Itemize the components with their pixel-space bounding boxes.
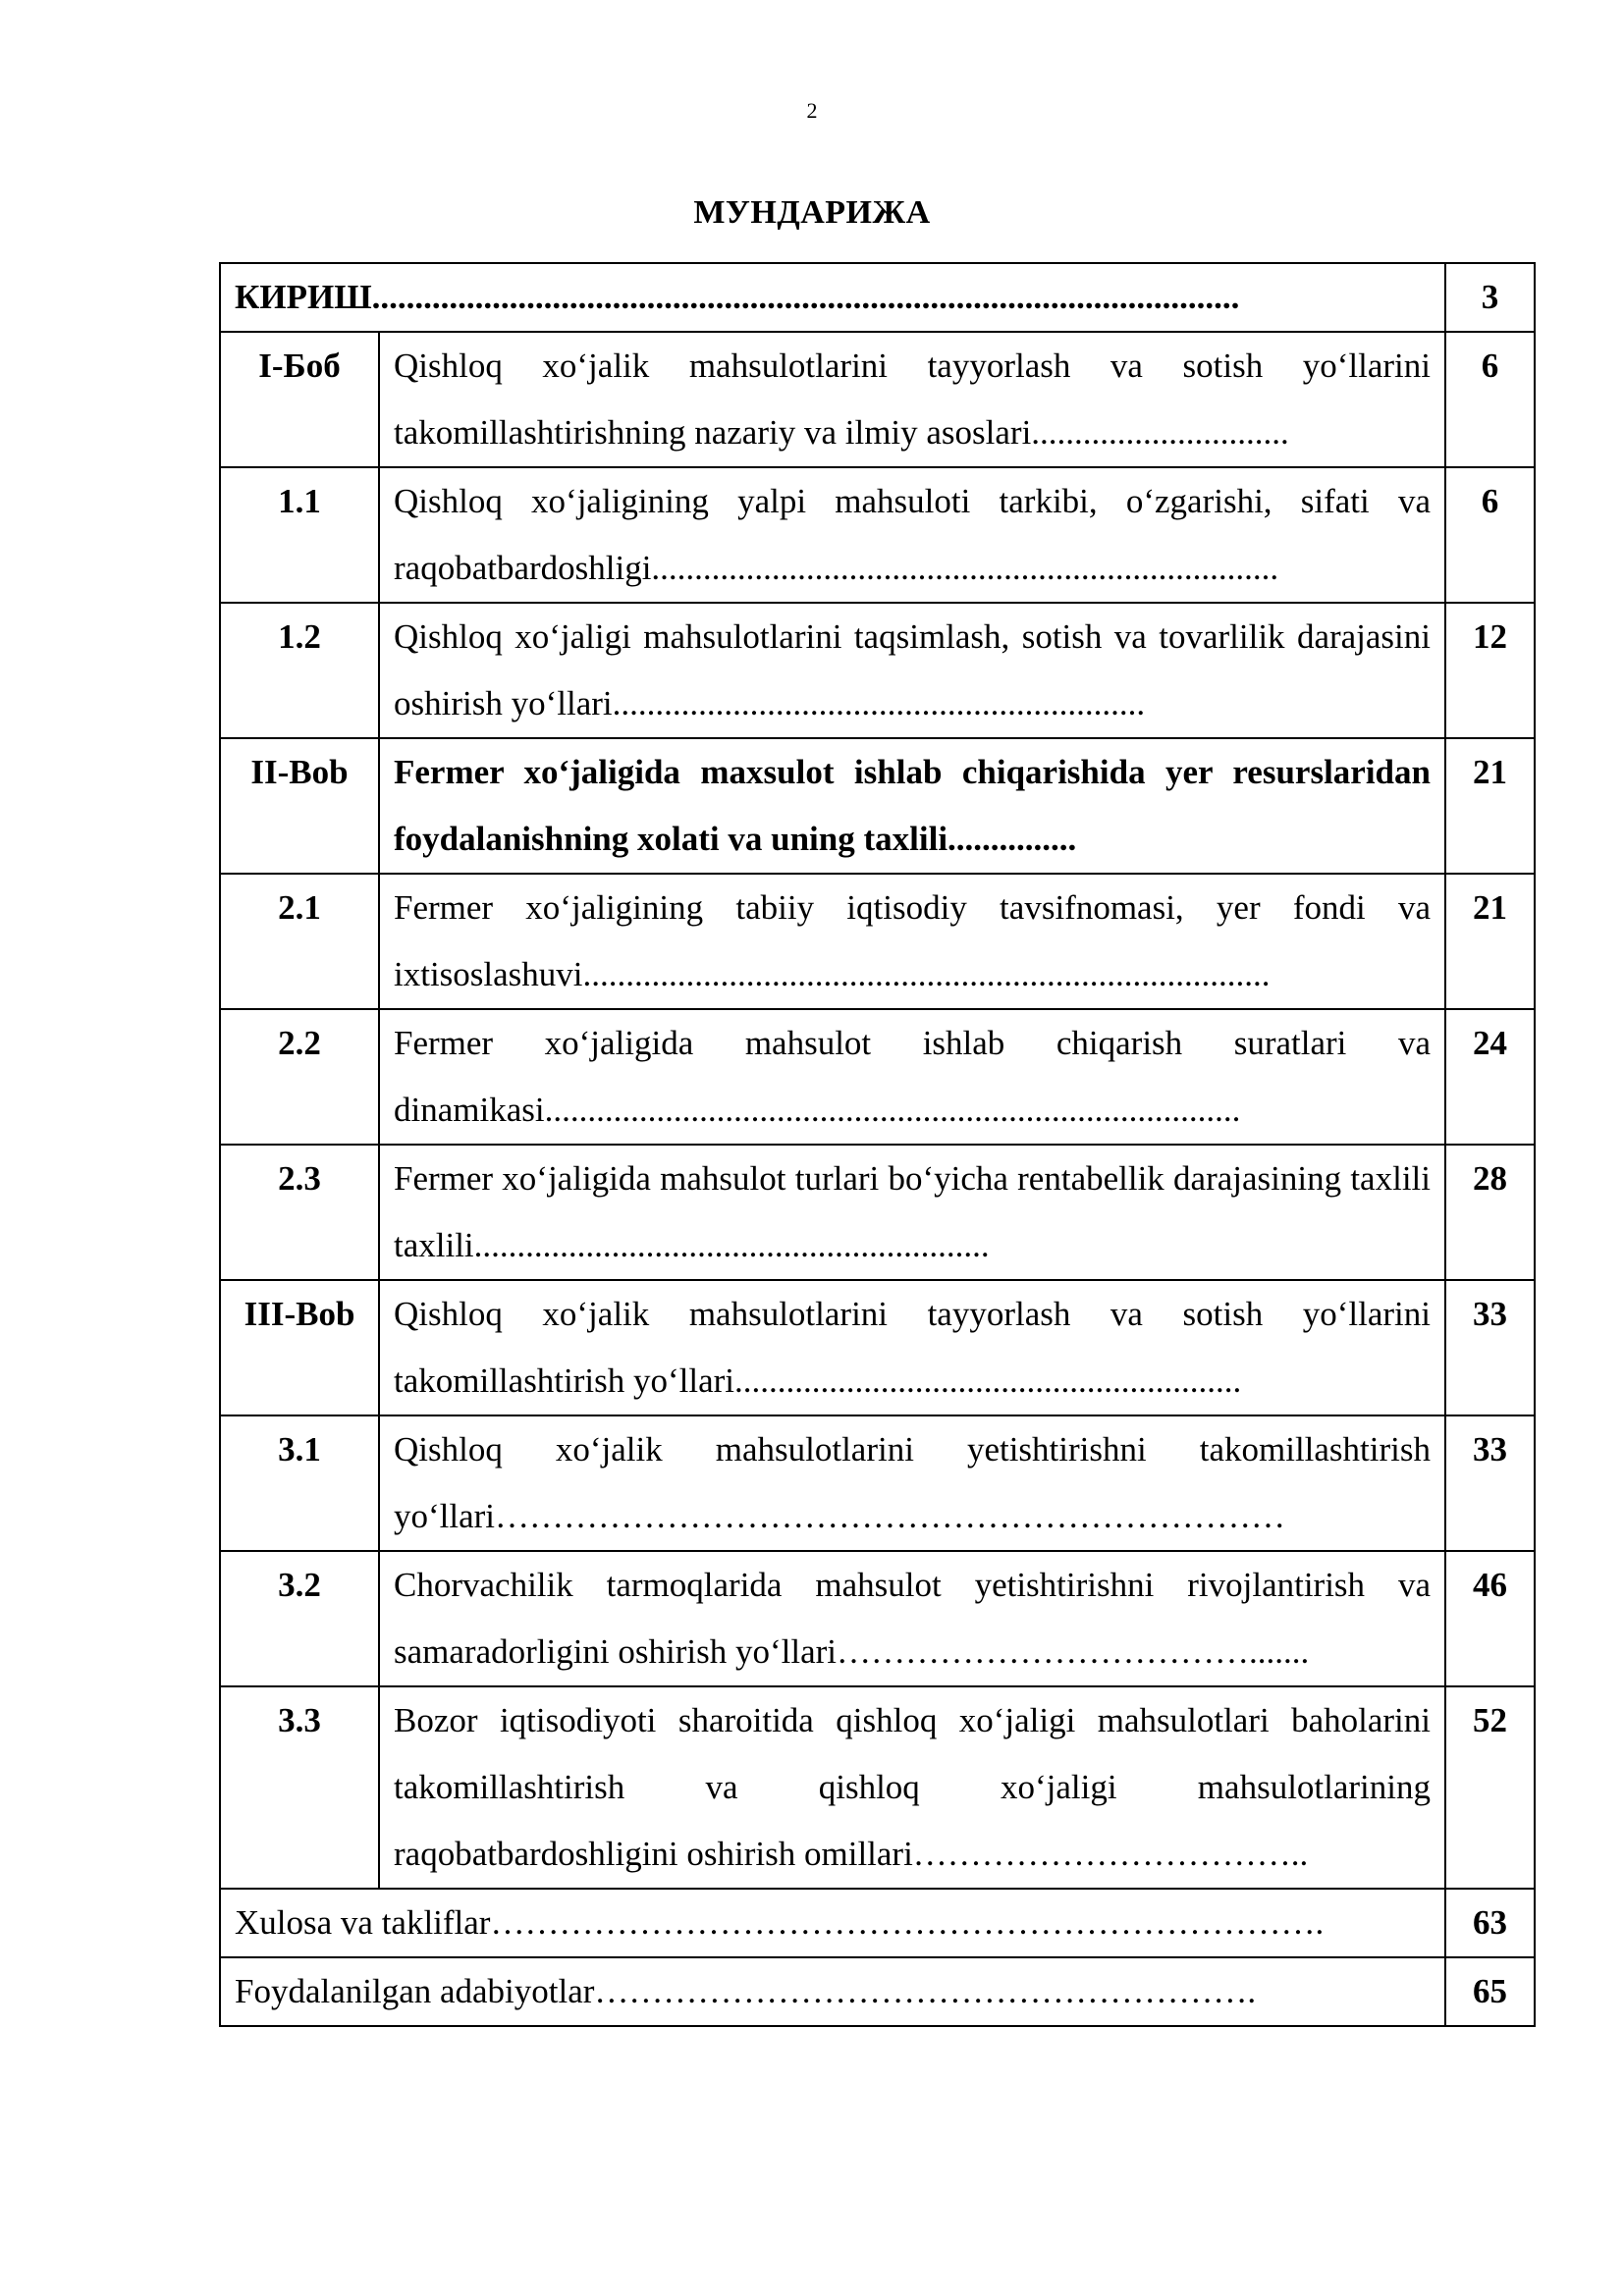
toc-entry-title: Chorvachilik tarmoqlarida mahsulot yetishtirishni rivojlantirish va samaradorligini oshirish yo‘llari………………………………....... <box>379 1551 1445 1686</box>
toc-entry-title: Qishloq xo‘jalik mahsulotlarini yetishtirishni takomillashtirish yo‘llari…………………………………………………………… <box>379 1415 1445 1551</box>
toc-entry-page: 12 <box>1445 603 1535 738</box>
toc-references-row <box>220 1957 1535 2026</box>
toc-entry-number: 2.3 <box>220 1145 379 1280</box>
page-title: МУНДАРИЖА <box>693 194 931 231</box>
toc-conclusion-label: Xulosa va takliflar………………………………………………………………. <box>220 1889 1445 1957</box>
toc-intro-label: КИРИШ..................................................................................................... <box>220 263 1445 332</box>
toc-entry-page: 46 <box>1445 1551 1535 1686</box>
toc-references-page: 65 <box>1445 1957 1535 2026</box>
toc-entry-number: III-Bob <box>220 1280 379 1415</box>
toc-entry-number: 1.2 <box>220 603 379 738</box>
toc-entry-title: Qishloq xo‘jaligining yalpi mahsuloti tarkibi, o‘zgarishi, sifati va raqobatbardoshligi......................................................................... <box>379 467 1445 603</box>
toc-entry-page: 6 <box>1445 332 1535 467</box>
toc-entry-page: 33 <box>1445 1280 1535 1415</box>
table-of-contents <box>219 262 1536 2027</box>
toc-row <box>220 467 1535 603</box>
toc-entry-number: 3.3 <box>220 1686 379 1889</box>
toc-row <box>220 1686 1535 1889</box>
toc-intro-page: 3 <box>1445 263 1535 332</box>
toc-entry-page: 21 <box>1445 738 1535 874</box>
toc-entry-page: 28 <box>1445 1145 1535 1280</box>
toc-entry-title: Bozor iqtisodiyoti sharoitida qishloq xo‘jaligi mahsulotlari baholarini takomillashtirish va qishloq xo‘jaligi mahsulotlarining raqobatbardoshligini oshirish omillari…………………………….. <box>379 1686 1445 1889</box>
toc-row <box>220 738 1535 874</box>
page-number: 2 <box>806 98 818 123</box>
toc-entry-title: Fermer xo‘jaligining tabiiy iqtisodiy tavsifnomasi, yer fondi va ixtisoslashuvi................................................................................ <box>379 874 1445 1009</box>
toc-row <box>220 332 1535 467</box>
toc-references-label: Foydalanilgan adabiyotlar…………………………………………………. <box>220 1957 1445 2026</box>
toc-entry-title: Fermer xo‘jaligida mahsulot ishlab chiqarish suratlari va dinamikasi................................................................................. <box>379 1009 1445 1145</box>
toc-entry-number: II-Bob <box>220 738 379 874</box>
toc-entry-number: 2.1 <box>220 874 379 1009</box>
toc-conclusion-row <box>220 1889 1535 1957</box>
toc-entry-page: 52 <box>1445 1686 1535 1889</box>
toc-entry-page: 6 <box>1445 467 1535 603</box>
toc-entry-title: Qishloq xo‘jalik mahsulotlarini tayyorlash va sotish yo‘llarini takomillashtirish yo‘llari........................................................... <box>379 1280 1445 1415</box>
toc-entry-number: 1.1 <box>220 467 379 603</box>
toc-entry-title: Fermer xo‘jaligida mahsulot turlari bo‘yicha rentabellik darajasining taxlili taxlili............................................................ <box>379 1145 1445 1280</box>
toc-row-intro <box>220 263 1535 332</box>
toc-row <box>220 1280 1535 1415</box>
toc-entry-number: I-Боб <box>220 332 379 467</box>
toc-row <box>220 603 1535 738</box>
toc-body <box>220 263 1535 2026</box>
toc-entry-number: 2.2 <box>220 1009 379 1145</box>
toc-entry-page: 33 <box>1445 1415 1535 1551</box>
toc-entry-title: Qishloq xo‘jaligi mahsulotlarini taqsimlash, sotish va tovarlilik darajasini oshirish yo‘llari.............................................................. <box>379 603 1445 738</box>
toc-entry-page: 21 <box>1445 874 1535 1009</box>
toc-row <box>220 1415 1535 1551</box>
toc-conclusion-page: 63 <box>1445 1889 1535 1957</box>
toc-row <box>220 874 1535 1009</box>
toc-entry-number: 3.1 <box>220 1415 379 1551</box>
toc-entry-page: 24 <box>1445 1009 1535 1145</box>
toc-row <box>220 1145 1535 1280</box>
toc-entry-title: Fermer xo‘jaligida maxsulot ishlab chiqarishida yer resurslaridan foydalanishning xolati va uning taxlili............... <box>379 738 1445 874</box>
toc-entry-number: 3.2 <box>220 1551 379 1686</box>
toc-row <box>220 1009 1535 1145</box>
toc-entry-title: Qishloq xo‘jalik mahsulotlarini tayyorlash va sotish yo‘llarini takomillashtirishning nazariy va ilmiy asoslari.............................. <box>379 332 1445 467</box>
toc-row <box>220 1551 1535 1686</box>
